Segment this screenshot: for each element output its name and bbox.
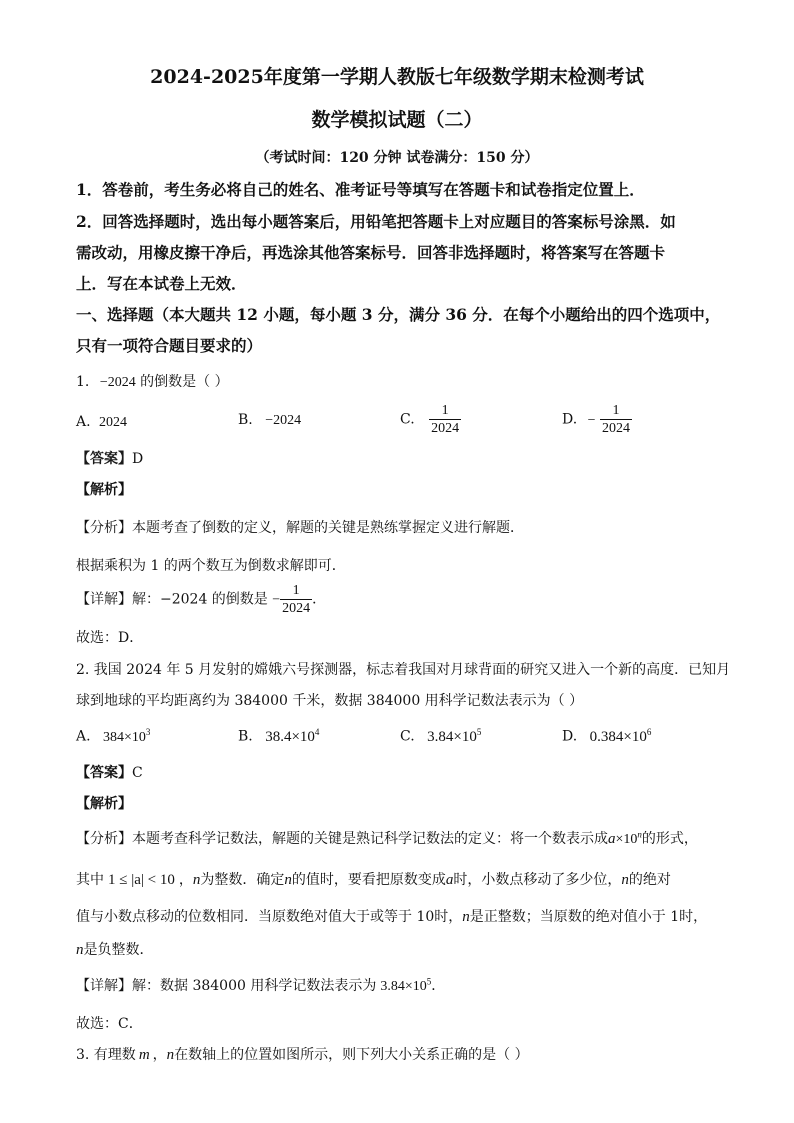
exponent: 3 — [145, 727, 151, 737]
option-label: B. — [238, 412, 253, 428]
choose-line: 故选：C． — [76, 1016, 143, 1032]
analysis-text: 【分析】本题考查了倒数的定义，解题的关键是熟练掌握定义进行解题． — [76, 520, 524, 536]
question-text: 的倒数是（ ） — [140, 374, 229, 390]
fraction — [280, 582, 312, 617]
option-label: D. — [562, 411, 578, 428]
option-d — [562, 402, 632, 437]
fraction-denominator: 2024 — [282, 601, 311, 616]
detail-line — [76, 582, 326, 617]
option-label: D. — [562, 728, 578, 745]
detail-text: 【详解】解：数据 384000 用科学记数法表示为 — [76, 978, 377, 994]
exponent: 5 — [476, 727, 482, 737]
question-1-stem — [76, 371, 229, 391]
question-2-stem-line1: 2. 我国 2024 年 5 月发射的嫦娥六号探测器，标志着我国对月球背面的研究又进入一个新的高度．已知月 — [76, 662, 731, 678]
detail-end: ． — [431, 978, 446, 994]
answer-line — [76, 762, 143, 782]
analysis-text: 的形式， — [641, 831, 698, 847]
analysis-text: 的绝对 — [628, 872, 671, 888]
option-label: B. — [238, 728, 253, 745]
fraction — [429, 402, 461, 437]
analysis-text: 是负整数． — [83, 942, 154, 958]
analysis-text: 其中 — [76, 872, 104, 888]
math-var: a — [445, 872, 454, 888]
exponent: n — [637, 829, 642, 840]
detail-text: 【详解】解：−2024 的倒数是 — [76, 591, 268, 608]
section-heading-line2: 只有一项符合题目要求的） — [76, 336, 263, 355]
option-a — [76, 414, 127, 431]
exam-title: 2024-2025年度第一学期人教版七年级数学期末检测考试 — [150, 66, 644, 88]
math-var: m — [138, 1047, 150, 1063]
analysis-text: ， — [178, 872, 193, 888]
option-c — [400, 727, 481, 746]
fraction-numerator: 1 — [441, 403, 449, 418]
fraction-numerator: 1 — [292, 583, 300, 598]
exponent: 6 — [646, 727, 652, 737]
instruction-2-line3: 上．写在本试卷上无效． — [76, 274, 247, 293]
question-2-stem-line2: 球到地球的平均距离约为 384000 千米，数据 384000 用科学记数法表示为（ ） — [76, 693, 584, 709]
exam-info: （考试时间：120 分钟 试卷满分：150 分） — [255, 150, 539, 166]
analysis-tag: 【解析】 — [76, 796, 132, 812]
fraction — [600, 402, 632, 437]
option-value: 3.84×10 — [427, 728, 477, 745]
math-var: n — [166, 1047, 175, 1063]
exponent: 5 — [426, 976, 432, 987]
question-text: 3. 有理数 — [76, 1047, 136, 1063]
math-var: n — [621, 872, 629, 888]
math-var: n — [284, 872, 292, 888]
fraction-denominator: 2024 — [602, 421, 630, 436]
analysis-tag: 【解析】 — [76, 482, 132, 498]
option-value: −2024 — [265, 413, 302, 428]
instruction-2-line1: 2．回答选择题时，选出每小题答案后，用铅笔把答题卡上对应题目的答案标号涂黑．如 — [76, 212, 676, 231]
answer-value: C — [132, 765, 143, 781]
answer-tag: 【答案】 — [76, 765, 132, 781]
analysis-text-2: 根据乘积为 1 的两个数互为倒数求解即可． — [76, 558, 346, 574]
option-value: 384×10 — [103, 729, 146, 745]
analysis-text: 的值时，要看把原数变成 — [291, 872, 446, 888]
answer-line — [76, 448, 143, 468]
analysis-line-2 — [76, 869, 671, 889]
option-label: A. — [76, 414, 91, 430]
option-value: 0.384×10 — [589, 728, 647, 745]
math-expression: ×10 — [615, 832, 638, 847]
math-var: n — [76, 942, 84, 958]
choose-line: 故选：D． — [76, 630, 144, 646]
analysis-line-4 — [76, 939, 154, 959]
option-b — [238, 412, 301, 429]
answer-value: D — [132, 451, 144, 467]
analysis-line-3 — [76, 906, 707, 926]
minus-sign: − — [587, 412, 596, 428]
option-label: C. — [400, 411, 415, 428]
math-var: n — [192, 872, 201, 888]
analysis-text: 值与小数点移动的位数相同．当原数绝对值大于或等于 10时， — [76, 909, 463, 925]
minus-sign: − — [272, 592, 281, 608]
math-var: n — [462, 909, 470, 925]
instruction-2-line2: 需改动，用橡皮擦干净后，再选涂其他答案标号．回答非选择题时，将答案写在答题卡 — [76, 243, 666, 262]
question-text: 在数轴上的位置如图所示，则下列大小关系正确的是（ ） — [174, 1047, 529, 1063]
section-heading-line1: 一、选择题（本大题共 12 小题，每小题 3 分，满分 36 分．在每个小题给出的四个选项中， — [76, 305, 721, 324]
fraction-denominator: 2024 — [431, 421, 460, 436]
analysis-text: 为整数．确定 — [200, 872, 285, 888]
option-label: A. — [76, 728, 91, 745]
question-text: ， — [152, 1047, 167, 1063]
detail-end: ． — [312, 591, 327, 608]
analysis-text: 是正整数；当原数的绝对值小于 1时， — [469, 909, 708, 925]
exam-subtitle: 数学模拟试题（二） — [311, 109, 483, 131]
option-label: C. — [400, 728, 415, 745]
question-number: 1. — [76, 374, 90, 390]
question-3-stem — [76, 1044, 529, 1064]
math-expression: 3.84×10 — [380, 979, 427, 994]
math-expression: −2024 — [99, 375, 136, 390]
analysis-text: 【分析】本题考查科学记数法，解题的关键是熟记科学记数法的定义：将一个数表示成 — [76, 831, 608, 847]
option-d — [562, 727, 651, 746]
answer-tag: 【答案】 — [76, 451, 132, 467]
option-c — [400, 402, 461, 437]
instruction-1: 1．答卷前，考生务必将自己的姓名、准考证号等填写在答题卡和试卷指定位置上． — [76, 180, 645, 199]
fraction-numerator: 1 — [612, 403, 620, 418]
option-value: 2024 — [99, 415, 128, 430]
math-var: a — [608, 831, 616, 847]
option-value: 38.4×10 — [265, 728, 315, 745]
option-b — [238, 727, 319, 746]
analysis-line-1 — [76, 828, 698, 848]
detail-line — [76, 975, 445, 995]
math-inequality: 1 ≤ |a| < 10 — [108, 872, 175, 888]
option-a — [76, 727, 150, 746]
analysis-text: 时，小数点移动了多少位， — [453, 872, 622, 888]
exponent: 4 — [314, 727, 320, 737]
